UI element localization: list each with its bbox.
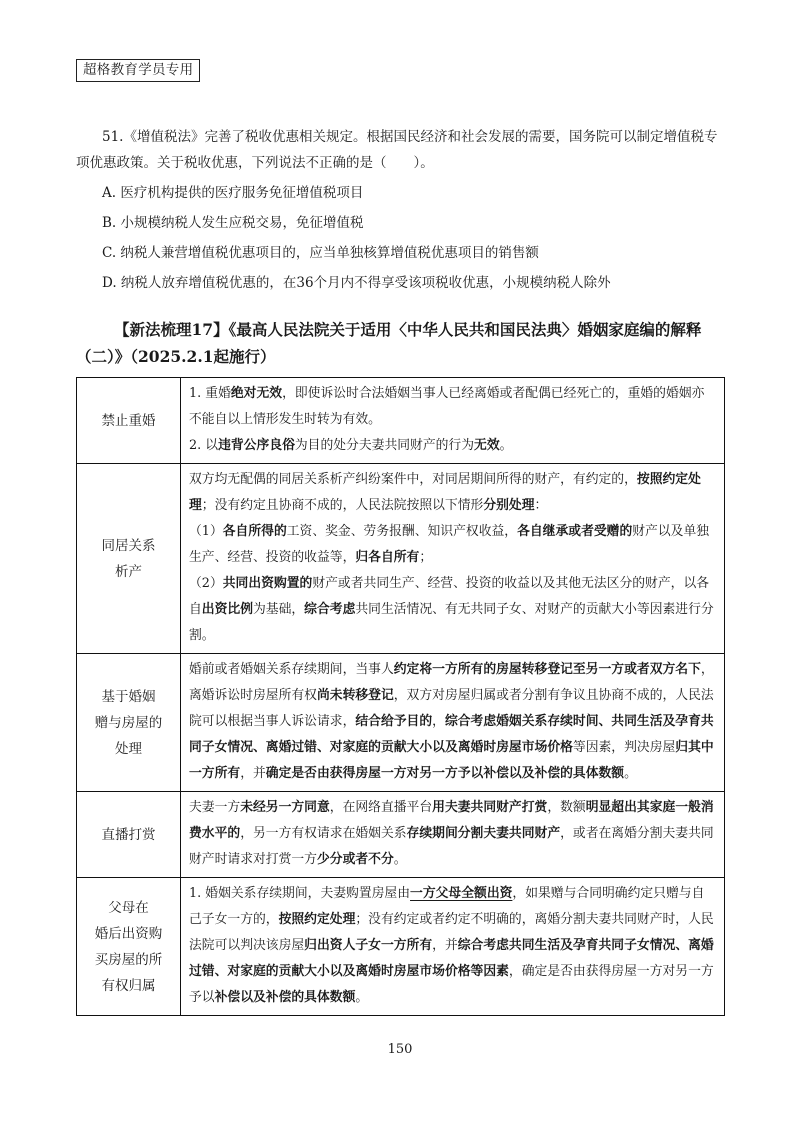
emphasis-text: 补偿以及补偿的具体数额 bbox=[214, 990, 356, 1005]
emphasis-text: 明显超出其家庭一般消费水平的 bbox=[189, 800, 714, 841]
row-content bbox=[181, 792, 725, 878]
body-text: ；没有约定或者约定不明确的，离婚分割夫妻共同财产时，人民法院可以判决该房屋 bbox=[189, 912, 714, 953]
emphasis-text: 分别处理 bbox=[483, 498, 535, 513]
row-topic-line: 直播打赏 bbox=[101, 826, 156, 843]
body-text: 为基础， bbox=[252, 602, 305, 617]
body-text: ； bbox=[419, 550, 433, 565]
body-text: 1. 婚姻关系存续期间，夫妻购置房屋由 bbox=[189, 886, 411, 901]
body-text: ，如果赠与合同明确约定只赠与自己子女一方的， bbox=[189, 886, 705, 927]
emphasis-text: 结合给予目的 bbox=[355, 714, 433, 729]
page-number: 150 bbox=[387, 1042, 413, 1057]
row-topic bbox=[77, 792, 181, 878]
body-text: 。 bbox=[624, 766, 637, 781]
row-paragraph bbox=[189, 657, 716, 787]
section-title-line-1: 【新法梳理17】《最高人民法院关于适用〈中华人民共和国民法典〉婚姻家庭编的解释 bbox=[114, 320, 702, 339]
row-topic bbox=[77, 464, 181, 654]
emphasis-text: 归其中一方所有 bbox=[189, 740, 714, 781]
row-topic-line: 赠与房屋的 bbox=[94, 714, 163, 731]
option-b: B. 小规模纳税人发生应税交易，免征增值税 bbox=[102, 215, 364, 231]
emphasis-text: 违背公序良俗 bbox=[218, 438, 295, 453]
body-text: 。 bbox=[393, 852, 407, 867]
row-paragraph bbox=[189, 881, 716, 1011]
body-text: 财产以及单独生产、经营、投资的收益等， bbox=[189, 524, 710, 565]
row-topic-line: 父母在 bbox=[108, 899, 149, 916]
section-title-line-2: （二）》（2025.2.1起施行） bbox=[76, 347, 276, 366]
watermark-label: 超格教育学员专用 bbox=[76, 59, 200, 82]
emphasis-text: 综合考虑 bbox=[304, 602, 356, 617]
row-paragraph bbox=[189, 433, 716, 459]
body-text: 。 bbox=[355, 990, 369, 1005]
option-a: A. 医疗机构提供的医疗服务免征增值税项目 bbox=[102, 185, 364, 201]
body-text: 2. 以 bbox=[189, 438, 219, 453]
body-text: 双方均无配偶的同居关系析产纠纷案件中，对同居期间所得的财产，有约定的， bbox=[189, 472, 637, 487]
row-topic bbox=[77, 878, 181, 1016]
row-topic-line: 同居关系 bbox=[101, 537, 156, 554]
body-text: 工资、奖金、劳务报酬、知识产权收益， bbox=[286, 524, 518, 539]
emphasis-text: 归出资人子女一方所有 bbox=[304, 938, 433, 953]
body-text: 夫妻一方 bbox=[189, 800, 241, 815]
emphasis-text: 按照约定处理 bbox=[278, 912, 356, 927]
row-paragraph bbox=[189, 519, 716, 571]
body-text: 婚前或者婚姻关系存续期间，当事人 bbox=[189, 662, 394, 677]
body-text: 。 bbox=[499, 438, 513, 453]
body-text: ，在网络直播平台 bbox=[329, 800, 433, 815]
body-text: ，或者在离婚分割夫妻共同财产时请求对打赏一方 bbox=[189, 826, 714, 867]
emphasis-text: 绝对无效 bbox=[230, 386, 283, 401]
emphasis-text: 无效 bbox=[474, 438, 500, 453]
emphasis-text: 用夫妻共同财产打赏 bbox=[432, 800, 548, 815]
emphasis-text: 综合考虑共同生活及孕育共同子女情况、离婚过错、对家庭的贡献大小以及离婚时房屋市场价格等因素 bbox=[189, 938, 714, 979]
row-paragraph bbox=[189, 795, 716, 873]
body-text: （1） bbox=[189, 524, 223, 539]
row-paragraph bbox=[189, 381, 716, 433]
table-row bbox=[77, 654, 725, 792]
option-c: C. 纳税人兼营增值税优惠项目的，应当单独核算增值税优惠项目的销售额 bbox=[102, 245, 539, 261]
body-text: 等因素，判决房屋 bbox=[572, 740, 676, 755]
emphasis-text: 确定是否由获得房屋一方对另一方予以补偿以及补偿的具体数额 bbox=[265, 766, 625, 781]
table-row bbox=[77, 378, 725, 464]
body-text: ，离婚诉讼时房屋所有权 bbox=[189, 662, 714, 703]
row-topic-line: 有权归属 bbox=[101, 977, 156, 994]
emphasis-wrapper bbox=[410, 886, 512, 901]
body-text: ，另一方有权请求在婚姻关系 bbox=[240, 826, 407, 841]
emphasis-text: 未经另一方同意 bbox=[240, 800, 330, 815]
emphasis-text: 尚未转移登记 bbox=[316, 688, 394, 703]
emphasis-text: 各自所得的 bbox=[222, 524, 287, 539]
body-text: （2） bbox=[189, 576, 223, 591]
question-stem: 51.《增值税法》完善了税收优惠相关规定。根据国民经济和社会发展的需要，国务院可以制定增值税专项优惠政策。关于税收优惠，下列说法不正确的是（ ）。 bbox=[76, 129, 718, 171]
emphasis-text: 综合考虑婚姻关系存续时间、共同生活及孕育共同子女情况、离婚过错、对家庭的贡献大小以及离婚时房屋市场价格 bbox=[189, 714, 714, 755]
emphasis-text: 一方父母全额出资 bbox=[410, 886, 513, 901]
body-text: ；没有约定且协商不成的，人民法院按照以下情形 bbox=[201, 498, 484, 513]
body-text: ： bbox=[534, 498, 548, 513]
emphasis-text: 归各自所有 bbox=[355, 550, 420, 565]
rules-table bbox=[76, 377, 725, 1016]
body-text: ，数额 bbox=[547, 800, 586, 815]
emphasis-text: 共同出资购置的 bbox=[222, 576, 313, 591]
emphasis-text: 各自继承或者受赠的 bbox=[517, 524, 633, 539]
row-topic-line: 析产 bbox=[115, 563, 142, 580]
emphasis-text: 按照约定处理 bbox=[189, 472, 701, 513]
row-topic bbox=[77, 378, 181, 464]
body-text: ，即使诉讼时合法婚姻当事人已经离婚或者配偶已经死亡的，重婚的婚姻亦不能自以上情形发生时转为有效。 bbox=[189, 386, 705, 427]
emphasis-text: 出资比例 bbox=[201, 602, 253, 617]
row-topic-line: 基于婚姻 bbox=[101, 688, 156, 705]
body-text: ，确定是否由获得房屋一方对另一方予以 bbox=[189, 964, 714, 1005]
body-text: 1. 重婚 bbox=[189, 386, 231, 401]
row-content bbox=[181, 878, 725, 1016]
body-text: 共同生活情况、有无共同子女、对财产的贡献大小等因素进行分割。 bbox=[189, 602, 714, 643]
table-row bbox=[77, 792, 725, 878]
table-row bbox=[77, 878, 725, 1016]
row-topic-line: 禁止重婚 bbox=[101, 412, 156, 429]
row-paragraph bbox=[189, 571, 716, 649]
row-content bbox=[181, 378, 725, 464]
body-text: 为目的处分夫妻共同财产的行为 bbox=[294, 438, 475, 453]
emphasis-text: 约定将一方所有的房屋转移登记至另一方或者双方名下 bbox=[393, 662, 701, 677]
row-topic-line: 处理 bbox=[115, 740, 142, 757]
body-text: ，双方对房屋归属或者分割有争议且协商不成的，人民法院可以根据当事人诉讼请求， bbox=[189, 688, 714, 729]
section-title bbox=[76, 316, 726, 370]
row-paragraph bbox=[189, 467, 716, 519]
body-text: 财产或者共同生产、经营、投资的收益以及其他无法区分的财产，以各自 bbox=[189, 576, 710, 617]
body-text: ，并 bbox=[240, 766, 266, 781]
body-text: ，并 bbox=[432, 938, 458, 953]
emphasis-text: 少分或者不分 bbox=[316, 852, 394, 867]
emphasis-text: 存续期间分割夫妻共同财产 bbox=[406, 826, 561, 841]
question-51 bbox=[76, 124, 726, 296]
row-content bbox=[181, 654, 725, 792]
row-topic-line: 婚后出资购 bbox=[94, 925, 163, 942]
option-d: D. 纳税人放弃增值税优惠的，在36个月内不得享受该项税收优惠，小规模纳税人除外 bbox=[102, 275, 611, 291]
row-content bbox=[181, 464, 725, 654]
row-topic-line: 买房屋的所 bbox=[94, 951, 163, 968]
body-text: ， bbox=[432, 714, 445, 729]
table-row bbox=[77, 464, 725, 654]
row-topic bbox=[77, 654, 181, 792]
